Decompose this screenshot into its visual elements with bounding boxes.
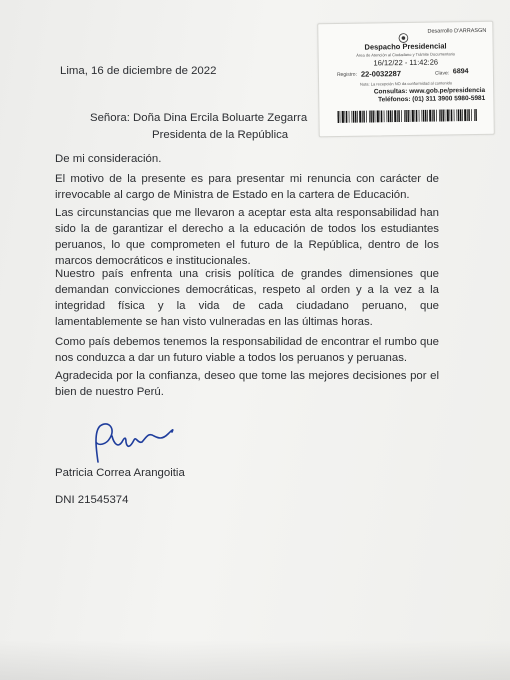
barcode-bar (357, 111, 358, 123)
salutation: De mi consideración. (55, 153, 162, 165)
barcode-bar (381, 110, 383, 122)
barcode-bar (475, 109, 477, 121)
barcode-bar (414, 110, 415, 122)
barcode-bar (471, 109, 472, 121)
page-shadow (0, 640, 510, 680)
barcode-bar (462, 109, 463, 121)
stamp-consultas: Consultas: www.gob.pe/presidencia (373, 86, 486, 96)
stamp-registro-label: Registro: (336, 71, 357, 78)
barcode-bar (372, 110, 374, 122)
paragraph-resignation: El motivo de la presente es para presentar mi renuncia con carácter de irrevocable al cargo de Ministra de Estado en la cartera de Educación. (55, 173, 439, 201)
barcode-bar (442, 109, 444, 121)
recipient-title: Presidenta de la República (152, 129, 289, 141)
stamp-clave-label: Clave: (434, 70, 450, 77)
barcode-bar (433, 110, 435, 122)
barcode (337, 109, 477, 123)
barcode-bar (392, 110, 393, 122)
stamp-clave-value: 6894 (452, 68, 469, 76)
stamp-office: Despacho Presidencial (364, 41, 447, 52)
barcode-bar (398, 110, 400, 122)
barcode-bar (394, 110, 396, 122)
barcode-bar (419, 110, 420, 122)
stamp-entity: Desarrollo D'ARRASGN (427, 27, 487, 35)
barcode-bar (474, 109, 475, 121)
barcode-bar (412, 110, 414, 122)
barcode-bar (384, 110, 385, 122)
barcode-bar (349, 111, 350, 123)
barcode-bar (377, 110, 379, 122)
stamp-note: Nota: La recepción NO da conformidad al contenido (360, 80, 453, 87)
barcode-bar (410, 110, 411, 122)
barcode-bar (346, 111, 348, 123)
signer-name: Patricia Correa Arangoitia (55, 467, 185, 479)
barcode-bar (427, 110, 428, 122)
reception-stamp (317, 21, 495, 137)
barcode-bar (342, 111, 344, 123)
barcode-bar (344, 111, 345, 123)
paragraph-responsibility: Como país debemos tenemos la responsabilidad de encontrar el rumbo que nos conduzca a dar un futuro viable a todos los peruanos y peruanas. (55, 336, 439, 364)
handwritten-signature (82, 418, 194, 468)
paragraph-thanks: Agradecida por la confianza, deseo que tome las mejores decisiones por el bien de nuestro Perú. (55, 370, 439, 398)
barcode-bar (451, 109, 453, 121)
barcode-bar (355, 111, 357, 123)
barcode-bar (421, 110, 422, 122)
barcode-bar (340, 111, 341, 123)
barcode-bar (456, 109, 457, 121)
barcode-bar (447, 109, 449, 121)
barcode-bar (449, 109, 450, 121)
barcode-bar (401, 110, 402, 122)
barcode-bar (425, 110, 427, 122)
barcode-bar (423, 110, 425, 122)
barcode-bar (353, 111, 355, 123)
barcode-bar (468, 109, 470, 121)
barcode-bar (405, 110, 407, 122)
barcode-bar (388, 110, 390, 122)
barcode-bar (464, 109, 466, 121)
barcode-bar (436, 110, 437, 122)
barcode-bar (440, 110, 442, 122)
barcode-bar (337, 111, 339, 123)
stamp-registro-value: 22-0032287 (360, 69, 402, 79)
barcode-bar (429, 110, 431, 122)
paragraph-circumstances: Las circunstancias que me llevaron a aceptar esta alta responsabilidad han sido la de garantizar el derecho a la educación de todos los estudiantes peruanos, lo que comprometen el futuro de la República, dentro de los marcos democráticos e institucionales. (55, 207, 439, 267)
signer-id: DNI 21545374 (55, 494, 129, 506)
barcode-bar (397, 110, 398, 122)
barcode-bar (370, 110, 372, 122)
barcode-bar (351, 111, 352, 123)
barcode-bar (458, 109, 460, 121)
barcode-bar (363, 111, 365, 123)
barcode-bar (467, 109, 468, 121)
paragraph-crisis: Nuestro país enfrenta una crisis política de grandes dimensiones que demandan convicciones democráticas, respeto al orden y a la vez a la integridad física y la vida de cada ciudadano peruano, que lamentablemente se han visto vulneradas en las últimas horas. (55, 268, 439, 328)
barcode-bar (445, 109, 446, 121)
barcode-bar (390, 110, 392, 122)
barcode-bar (375, 110, 376, 122)
letter-date: Lima, 16 de diciembre de 2022 (60, 65, 217, 77)
stamp-datetime: 16/12/22 - 11:42:26 (373, 57, 439, 68)
recipient-name: Señora: Doña Dina Ercila Boluarte Zegarra (90, 112, 308, 124)
barcode-bar (359, 111, 361, 123)
barcode-bar (362, 111, 363, 123)
barcode-bar (432, 110, 433, 122)
barcode-bar (407, 110, 409, 122)
stamp-subtitle: Área de Atención al Ciudadano y Trámite Documentario (356, 51, 456, 58)
barcode-bar (366, 111, 367, 123)
stamp-telefonos: Teléfonos: (01) 311 3900 5980-5981 (378, 94, 486, 104)
barcode-bar (369, 111, 370, 123)
barcode-bar (454, 109, 455, 121)
barcode-bar (386, 110, 387, 122)
barcode-bar (379, 110, 380, 122)
barcode-bar (460, 109, 462, 121)
barcode-bar (439, 110, 440, 122)
barcode-bar (404, 110, 405, 122)
barcode-bar (416, 110, 418, 122)
